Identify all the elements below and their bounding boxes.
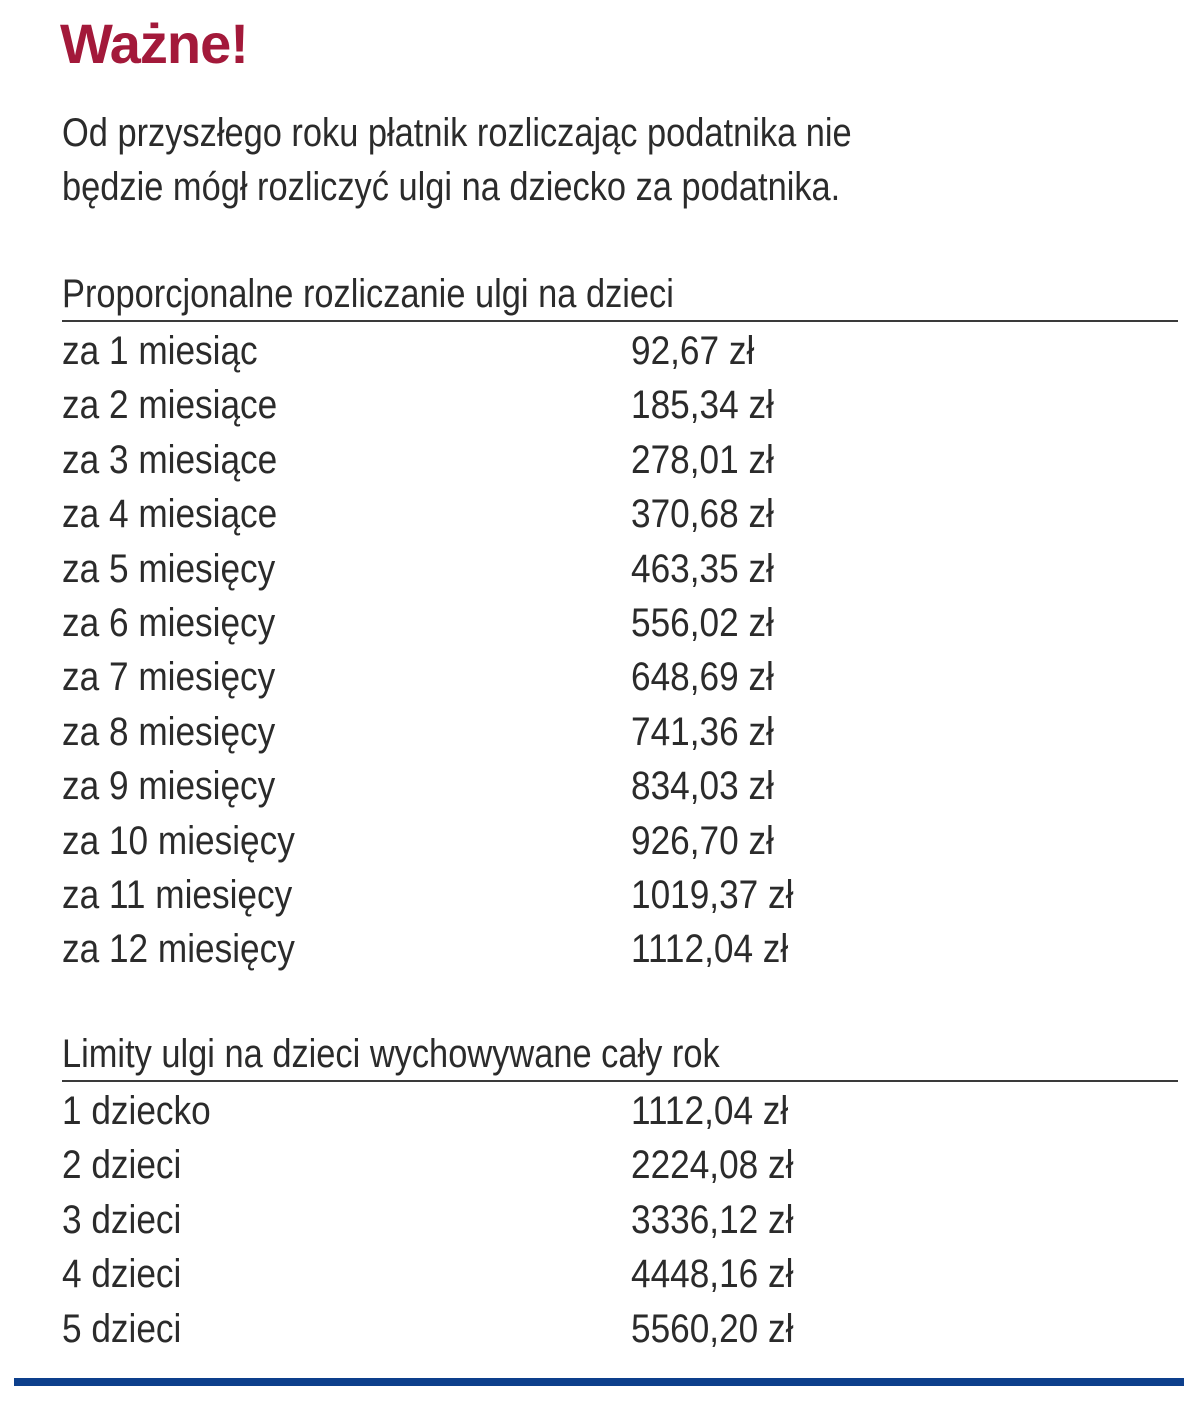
- page-title: Ważne!: [60, 12, 248, 75]
- row-value: 370,68 zł: [631, 492, 774, 537]
- row-value: 1019,37 zł: [631, 872, 794, 917]
- row-value: 1112,04 zł: [631, 927, 789, 972]
- row-label: za 3 miesiące: [62, 437, 278, 482]
- row-value: 834,03 zł: [631, 764, 774, 809]
- row-label: za 6 miesięcy: [62, 600, 276, 645]
- table-row: [62, 1138, 1178, 1192]
- limits-section: [62, 1030, 1178, 1356]
- row-label: 5 dzieci: [62, 1306, 182, 1351]
- table-row: [62, 814, 1178, 868]
- row-label: za 4 miesiące: [62, 492, 278, 537]
- row-label: 3 dzieci: [62, 1197, 182, 1242]
- row-label: za 5 miesięcy: [62, 546, 276, 591]
- row-label: za 10 miesięcy: [62, 818, 295, 863]
- row-value: 185,34 zł: [631, 383, 774, 428]
- row-value: 1112,04 zł: [631, 1089, 789, 1133]
- table-row: [62, 487, 1178, 541]
- row-label: za 9 miesięcy: [62, 764, 276, 809]
- intro-paragraph: [62, 106, 1008, 214]
- row-label: za 2 miesiące: [62, 383, 278, 428]
- proportional-table: [62, 324, 1178, 977]
- table-row: [62, 542, 1178, 596]
- row-value: 278,01 zł: [631, 437, 774, 482]
- row-value: 463,35 zł: [631, 546, 774, 591]
- section-title-text: Limity ulgi na dzieci wychowywane cały rok: [62, 1032, 720, 1076]
- row-label: za 8 miesięcy: [62, 709, 276, 754]
- row-value: 92,67 zł: [631, 329, 755, 373]
- row-value: 5560,20 zł: [631, 1306, 794, 1351]
- row-label: za 1 miesiąc: [62, 329, 258, 373]
- intro-line: będzie mógł rozliczyć ulgi na dziecko za podatnika.: [62, 165, 841, 209]
- row-label: 1 dziecko: [62, 1089, 211, 1133]
- bottom-divider: [14, 1378, 1184, 1386]
- limits-table: [62, 1084, 1178, 1356]
- row-label: 4 dzieci: [62, 1252, 182, 1297]
- table-row: [62, 324, 1178, 378]
- table-row: [62, 433, 1178, 487]
- row-value: 648,69 zł: [631, 655, 774, 700]
- table-row: [62, 1302, 1178, 1356]
- table-row: [62, 1193, 1178, 1247]
- proportional-section-title: [62, 270, 1178, 322]
- table-row: [62, 650, 1178, 704]
- proportional-section: [62, 270, 1178, 977]
- row-label: za 12 miesięcy: [62, 927, 295, 972]
- row-value: 3336,12 zł: [631, 1197, 794, 1242]
- row-value: 926,70 zł: [631, 818, 774, 863]
- table-row: [62, 705, 1178, 759]
- table-row: [62, 868, 1178, 922]
- table-row: [62, 922, 1178, 976]
- row-value: 4448,16 zł: [631, 1252, 794, 1297]
- row-value: 556,02 zł: [631, 600, 774, 645]
- table-row: [62, 596, 1178, 650]
- row-value: 741,36 zł: [631, 709, 774, 754]
- table-row: [62, 1247, 1178, 1301]
- limits-section-title: [62, 1030, 1178, 1082]
- row-value: 2224,08 zł: [631, 1143, 794, 1188]
- section-title-text: Proporcjonalne rozliczanie ulgi na dzieci: [62, 272, 674, 316]
- row-label: za 11 miesięcy: [62, 872, 293, 917]
- intro-line: Od przyszłego roku płatnik rozliczając podatnika nie: [62, 111, 852, 155]
- table-row: [62, 378, 1178, 432]
- table-row: [62, 759, 1178, 813]
- row-label: 2 dzieci: [62, 1143, 182, 1188]
- table-row: [62, 1084, 1178, 1138]
- row-label: za 7 miesięcy: [62, 655, 276, 700]
